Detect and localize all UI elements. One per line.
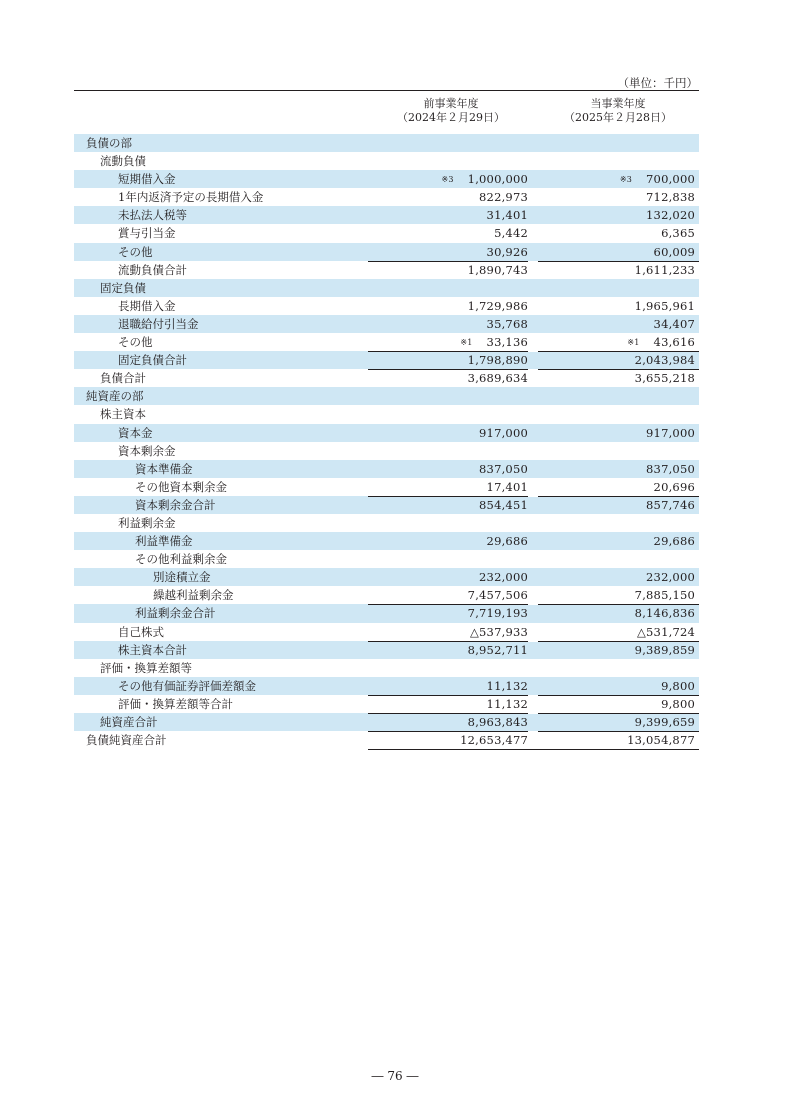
amount: 60,009 (653, 244, 695, 259)
amount: 1,965,961 (634, 298, 695, 313)
value-current-year (534, 604, 695, 622)
amount: 12,653,477 (460, 733, 528, 748)
row-label: 資本金 (118, 425, 153, 440)
value-prev-year (368, 604, 528, 622)
footnote-mark: ※1 (460, 338, 473, 348)
value-current-year (534, 224, 695, 242)
value-prev-year (368, 568, 528, 586)
row-label: 流動負債合計 (118, 262, 187, 277)
amount: 8,146,836 (634, 606, 695, 621)
amount: 29,686 (486, 534, 528, 549)
amount: 29,686 (653, 534, 695, 549)
value-current-year (534, 695, 695, 713)
value-current-year (534, 315, 695, 333)
amount: 3,689,634 (467, 371, 528, 386)
table-row (74, 478, 699, 496)
value-prev-year (368, 206, 528, 224)
table-row (74, 550, 699, 568)
amount: 33,136 (486, 335, 528, 350)
column-header-curr-title: 当事業年度 (590, 97, 646, 110)
value-current-year (534, 170, 695, 189)
row-label: その他利益剰余金 (135, 552, 227, 567)
amount: 232,000 (646, 570, 695, 585)
table-row (74, 351, 699, 369)
amount: 3,655,218 (634, 371, 695, 386)
row-label: 固定負債 (100, 280, 146, 295)
amount: 837,050 (479, 461, 528, 476)
amount: 917,000 (479, 425, 528, 440)
row-label: 利益剰余金 (118, 515, 176, 530)
footnote-mark: ※1 (627, 338, 640, 348)
table-row (74, 514, 699, 532)
table-row (74, 424, 699, 442)
table-row (74, 731, 699, 749)
amount: 31,401 (486, 208, 528, 223)
row-label: 評価・換算差額等 (100, 660, 192, 675)
table-row (74, 460, 699, 478)
amount: 837,050 (646, 461, 695, 476)
table-row (74, 261, 699, 279)
row-label: 固定負債合計 (118, 353, 187, 368)
table-row (74, 641, 699, 659)
value-current-year (534, 297, 695, 315)
amount: 917,000 (646, 425, 695, 440)
value-current-year (534, 586, 695, 604)
amount: 20,696 (653, 479, 695, 494)
table-row (74, 369, 699, 387)
value-current-year (534, 731, 695, 749)
row-label: 長期借入金 (118, 298, 176, 313)
value-prev-year (368, 351, 528, 369)
value-current-year (534, 351, 695, 369)
value-current-year (534, 333, 695, 352)
value-current-year (534, 369, 695, 387)
table-row (74, 677, 699, 695)
row-label: 純資産合計 (100, 715, 158, 729)
amount: 1,890,743 (467, 262, 528, 277)
value-prev-year (368, 170, 528, 189)
amount: 13,054,877 (627, 733, 695, 748)
row-label: 利益剰余金合計 (135, 606, 216, 621)
table-row (74, 134, 699, 152)
value-prev-year (368, 424, 528, 442)
table-row (74, 604, 699, 622)
value-prev-year (368, 496, 528, 514)
amount: 9,399,659 (634, 715, 695, 729)
value-current-year (534, 677, 695, 695)
balance-sheet-table (74, 134, 699, 749)
amount: 1,729,986 (467, 298, 528, 313)
table-row (74, 695, 699, 713)
row-label: 資本準備金 (135, 461, 193, 476)
table-row (74, 333, 699, 351)
value-prev-year (368, 586, 528, 604)
column-header-prev-title: 前事業年度 (423, 97, 479, 110)
table-row (74, 568, 699, 586)
amount: 232,000 (479, 570, 528, 585)
value-current-year (534, 243, 695, 261)
table-row (74, 224, 699, 242)
row-label: 評価・換算差額等合計 (118, 696, 233, 711)
value-current-year (534, 532, 695, 550)
row-label: 株主資本合計 (118, 642, 187, 657)
amount: 822,973 (479, 190, 528, 205)
value-prev-year (368, 460, 528, 478)
table-row (74, 405, 699, 423)
amount: 2,043,984 (634, 353, 695, 368)
amount: 9,800 (661, 696, 695, 711)
row-label: 賞与引当金 (118, 226, 176, 241)
table-row (74, 206, 699, 224)
row-label: 別途積立金 (153, 570, 211, 585)
value-prev-year (368, 532, 528, 550)
amount: 34,407 (653, 316, 695, 331)
row-label: その他資本剰余金 (135, 479, 227, 494)
amount: 7,719,193 (467, 606, 528, 621)
value-current-year (534, 261, 695, 279)
value-prev-year (368, 224, 528, 242)
value-prev-year (368, 297, 528, 315)
amount: △537,933 (470, 624, 528, 639)
value-prev-year (368, 677, 528, 695)
value-prev-year (368, 623, 528, 641)
table-row (74, 279, 699, 297)
value-current-year (534, 713, 695, 731)
value-current-year (534, 188, 695, 206)
row-label: 退職給付引当金 (118, 316, 199, 331)
value-current-year (534, 568, 695, 586)
row-label: 自己株式 (118, 624, 164, 639)
value-prev-year (368, 333, 528, 352)
header-rule (74, 90, 699, 91)
amount: 1,611,233 (634, 262, 695, 277)
footnote-mark: ※3 (441, 175, 454, 185)
table-row (74, 387, 699, 405)
table-row (74, 442, 699, 460)
amount: 9,800 (661, 678, 695, 693)
value-current-year (534, 460, 695, 478)
amount: 700,000 (646, 172, 695, 187)
value-prev-year (368, 261, 528, 279)
table-row (74, 623, 699, 641)
value-current-year (534, 641, 695, 659)
value-current-year (534, 424, 695, 442)
row-label: 短期借入金 (118, 172, 176, 187)
value-current-year (534, 623, 695, 641)
amount: 43,616 (653, 335, 695, 350)
value-current-year (534, 478, 695, 496)
amount: 11,132 (486, 678, 528, 693)
column-header-prev-year (366, 97, 536, 125)
value-prev-year (368, 731, 528, 749)
amount: 8,963,843 (467, 715, 528, 729)
value-prev-year (368, 695, 528, 713)
table-row (74, 315, 699, 333)
value-prev-year (368, 713, 528, 731)
row-label: 未払法人税等 (118, 208, 187, 223)
amount: 30,926 (486, 244, 528, 259)
row-label: 繰越利益剰余金 (153, 588, 234, 603)
table-row (74, 496, 699, 514)
table-row (74, 188, 699, 206)
row-label: その他有価証券評価差額金 (118, 678, 256, 693)
value-prev-year (368, 188, 528, 206)
row-label: 利益準備金 (135, 534, 193, 549)
row-label: 株主資本 (100, 407, 146, 422)
amount: 8,952,711 (467, 642, 528, 657)
value-prev-year (368, 478, 528, 496)
row-label: 負債合計 (100, 371, 146, 386)
amount: 9,389,859 (634, 642, 695, 657)
column-header-curr-date: （2025年２月28日） (564, 111, 672, 124)
table-row (74, 297, 699, 315)
amount: 1,798,890 (467, 353, 528, 368)
table-row (74, 586, 699, 604)
amount: 6,365 (661, 226, 695, 241)
amount: 132,020 (646, 208, 695, 223)
table-row (74, 659, 699, 677)
page-number: ― 76 ― (371, 1069, 419, 1083)
value-prev-year (368, 641, 528, 659)
footnote-mark: ※3 (619, 175, 633, 185)
row-label: 流動負債 (100, 154, 146, 169)
column-header-prev-date: （2024年２月29日） (397, 111, 505, 124)
row-label: その他 (118, 335, 153, 350)
amount: 854,451 (479, 497, 528, 512)
column-header-current-year (533, 97, 703, 125)
amount: △531,724 (637, 624, 695, 639)
row-label: 1年内返済予定の長期借入金 (118, 190, 264, 205)
amount: 712,838 (646, 190, 695, 205)
amount: 35,768 (486, 316, 528, 331)
value-current-year (534, 496, 695, 514)
table-row (74, 170, 699, 188)
row-label: その他 (118, 244, 153, 259)
table-row (74, 243, 699, 261)
amount: 7,885,150 (634, 588, 695, 603)
value-prev-year (368, 243, 528, 261)
value-prev-year (368, 369, 528, 387)
row-label: 負債の部 (86, 136, 132, 150)
table-row (74, 713, 699, 731)
row-label: 負債純資産合計 (86, 733, 167, 748)
amount: 857,746 (646, 497, 695, 512)
amount: 5,442 (494, 226, 528, 241)
unit-label: （単位：千円） (617, 76, 698, 90)
amount: 11,132 (486, 696, 528, 711)
amount: 17,401 (486, 479, 528, 494)
amount: 7,457,506 (467, 588, 528, 603)
table-row (74, 152, 699, 170)
table-row (74, 532, 699, 550)
value-prev-year (368, 315, 528, 333)
row-label: 資本剰余金 (118, 443, 176, 458)
row-label: 純資産の部 (86, 389, 144, 404)
row-label: 資本剰余金合計 (135, 497, 216, 512)
value-current-year (534, 206, 695, 224)
amount: 1,000,000 (467, 172, 528, 187)
